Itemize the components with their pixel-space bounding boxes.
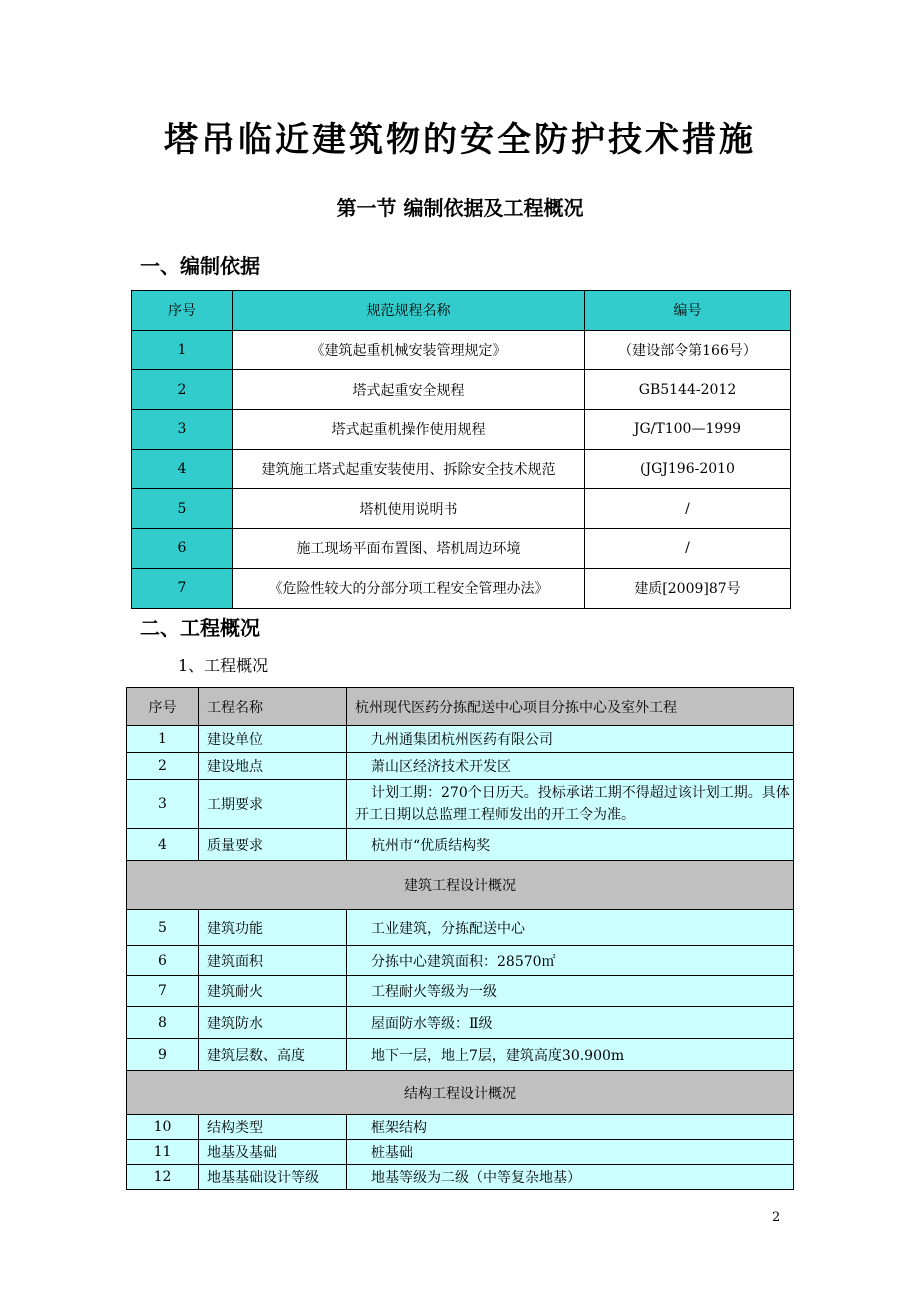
table-row xyxy=(132,449,791,489)
item-label: 地基基础设计等级 xyxy=(199,1165,347,1190)
page-number: 2 xyxy=(772,1210,781,1225)
regulation-code: (JGJ196-2010 xyxy=(585,449,791,489)
table-row xyxy=(127,1165,794,1190)
row-number: 11 xyxy=(127,1140,199,1165)
row-number: 10 xyxy=(127,1115,199,1140)
section-heading: 建筑工程设计概况 xyxy=(127,861,794,910)
item-value: 屋面防水等级：Ⅱ级 xyxy=(347,1007,794,1039)
section-title: 第一节 编制依据及工程概况 xyxy=(336,196,584,220)
item-value: 分拣中心建筑面积：28570㎡ xyxy=(347,946,794,976)
table-row xyxy=(127,976,794,1007)
heading-basis: 一、编制依据 xyxy=(140,254,260,278)
item-value: 地基等级为二级（中等复杂地基） xyxy=(347,1165,794,1190)
item-value: 工业建筑，分拣配送中心 xyxy=(347,910,794,946)
row-number: 2 xyxy=(132,370,233,410)
table-row xyxy=(127,1007,794,1039)
item-label: 建筑防水 xyxy=(199,1007,347,1039)
section-row xyxy=(127,861,794,910)
item-label: 建筑面积 xyxy=(199,946,347,976)
regulation-code: GB5144-2012 xyxy=(585,370,791,410)
heading-overview: 二、工程概况 xyxy=(140,616,260,640)
row-number: 12 xyxy=(127,1165,199,1190)
item-label: 地基及基础 xyxy=(199,1140,347,1165)
row-number: 7 xyxy=(132,568,233,608)
row-number: 6 xyxy=(127,946,199,976)
table-row xyxy=(132,489,791,529)
item-label: 建筑层数、高度 xyxy=(199,1039,347,1071)
header-cell: 规范规程名称 xyxy=(233,291,585,331)
table-row xyxy=(132,370,791,410)
row-number: 4 xyxy=(127,829,199,861)
table-row xyxy=(127,753,794,780)
table-row xyxy=(132,410,791,450)
row-number: 4 xyxy=(132,449,233,489)
item-value: 杭州市“优质结构奖 xyxy=(347,829,794,861)
item-label: 建设单位 xyxy=(199,726,347,753)
item-label: 结构类型 xyxy=(199,1115,347,1140)
overview-table xyxy=(126,687,794,1190)
table-row xyxy=(127,1039,794,1071)
document-title: 塔吊临近建筑物的安全防护技术措施 xyxy=(164,120,756,160)
row-number: 6 xyxy=(132,529,233,569)
item-label: 质量要求 xyxy=(199,829,347,861)
row-number: 7 xyxy=(127,976,199,1007)
row-number: 5 xyxy=(132,489,233,529)
project-name: 杭州现代医药分拣配送中心项目分拣中心及室外工程 xyxy=(347,688,794,726)
item-value: 框架结构 xyxy=(347,1115,794,1140)
table-header-row xyxy=(127,688,794,726)
row-number: 9 xyxy=(127,1039,199,1071)
row-number: 5 xyxy=(127,910,199,946)
table-row xyxy=(132,330,791,370)
item-value: 桩基础 xyxy=(347,1140,794,1165)
header-cell: 序号 xyxy=(132,291,233,331)
item-label: 建设地点 xyxy=(199,753,347,780)
item-value: 地下一层，地上7层，建筑高度30.900m xyxy=(347,1039,794,1071)
item-label: 建筑功能 xyxy=(199,910,347,946)
table-row xyxy=(127,780,794,829)
table-row xyxy=(127,726,794,753)
row-number: 1 xyxy=(132,330,233,370)
subheading-overview: 1、工程概况 xyxy=(178,656,269,675)
basis-table xyxy=(131,290,791,609)
row-number: 3 xyxy=(127,780,199,829)
regulation-name: 塔式起重机操作使用规程 xyxy=(233,410,585,450)
table-row xyxy=(127,910,794,946)
row-number: 2 xyxy=(127,753,199,780)
regulation-name: 塔式起重安全规程 xyxy=(233,370,585,410)
row-number: 3 xyxy=(132,410,233,450)
item-value: 工程耐火等级为一级 xyxy=(347,976,794,1007)
header-cell: 工程名称 xyxy=(199,688,347,726)
table-row xyxy=(127,946,794,976)
regulation-code: / xyxy=(585,529,791,569)
header-cell: 序号 xyxy=(127,688,199,726)
section-heading: 结构工程设计概况 xyxy=(127,1071,794,1115)
regulation-code: 建质[2009]87号 xyxy=(585,568,791,608)
regulation-name: 施工现场平面布置图、塔机周边环境 xyxy=(233,529,585,569)
header-cell: 编号 xyxy=(585,291,791,331)
item-value: 计划工期：270个日历天。投标承诺工期不得超过该计划工期。具体开工日期以总监理工程师发出的开工令为准。 xyxy=(347,780,794,829)
row-number: 1 xyxy=(127,726,199,753)
item-label: 建筑耐火 xyxy=(199,976,347,1007)
regulation-name: 《危险性较大的分部分项工程安全管理办法》 xyxy=(233,568,585,608)
table-row xyxy=(132,529,791,569)
regulation-code: / xyxy=(585,489,791,529)
table-row xyxy=(127,1140,794,1165)
item-value: 萧山区经济技术开发区 xyxy=(347,753,794,780)
table-row xyxy=(132,568,791,608)
regulation-name: 《建筑起重机械安装管理规定》 xyxy=(233,330,585,370)
regulation-code: JG/T100—1999 xyxy=(585,410,791,450)
regulation-name: 建筑施工塔式起重安装使用、拆除安全技术规范 xyxy=(233,449,585,489)
section-row xyxy=(127,1071,794,1115)
table-header-row xyxy=(132,291,791,331)
regulation-name: 塔机使用说明书 xyxy=(233,489,585,529)
item-label: 工期要求 xyxy=(199,780,347,829)
regulation-code: （建设部令第166号） xyxy=(585,330,791,370)
table-row xyxy=(127,829,794,861)
row-number: 8 xyxy=(127,1007,199,1039)
item-value: 九州通集团杭州医药有限公司 xyxy=(347,726,794,753)
table-row xyxy=(127,1115,794,1140)
